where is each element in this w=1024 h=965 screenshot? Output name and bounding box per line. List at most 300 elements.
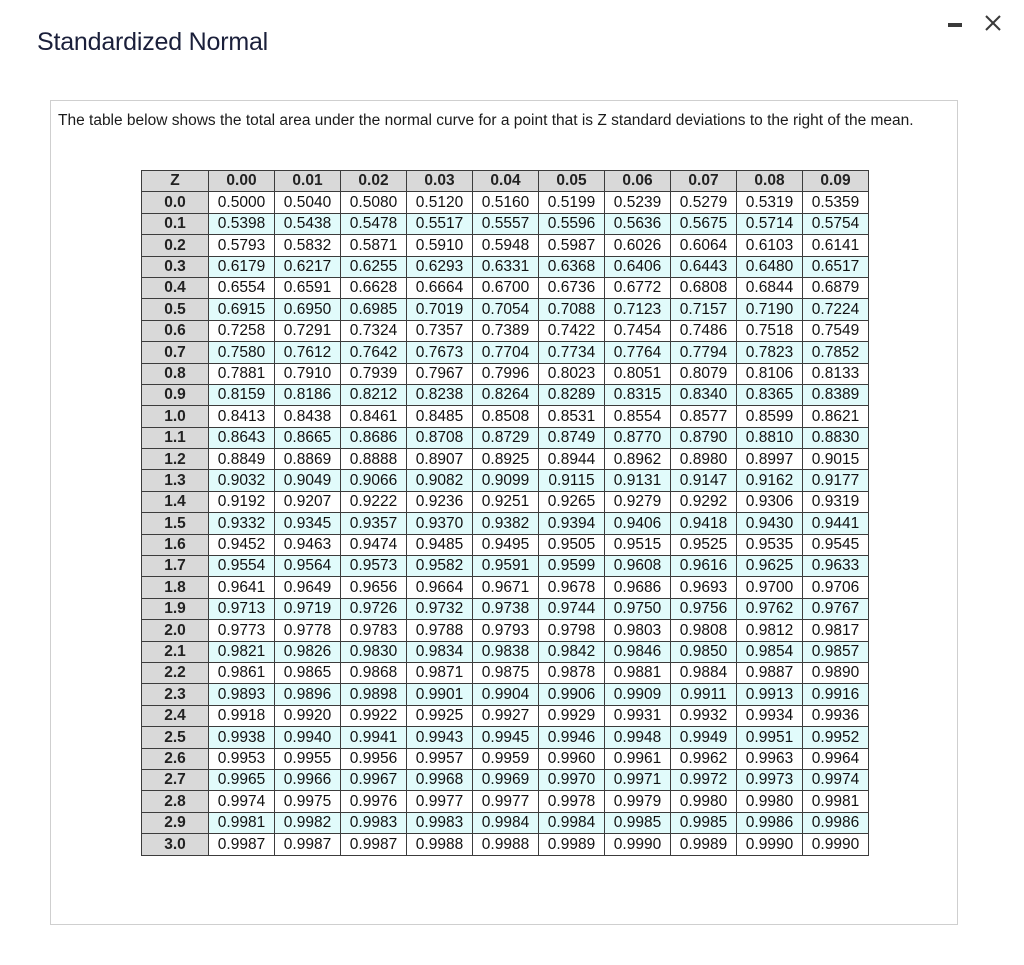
table-cell: 0.8264 [473,384,539,405]
table-cell: 0.9162 [737,470,803,491]
table-cell: 0.9963 [737,748,803,769]
table-cell: 0.9969 [473,769,539,790]
table-cell: 0.5239 [605,192,671,213]
table-cell: 0.9131 [605,470,671,491]
table-cell: 0.7734 [539,342,605,363]
table-cell: 0.9941 [341,727,407,748]
table-cell: 0.9842 [539,641,605,662]
table-cell: 0.9608 [605,556,671,577]
table-cell: 0.7704 [473,342,539,363]
table-cell: 0.9918 [209,705,275,726]
table-cell: 0.6064 [671,235,737,256]
table-cell: 0.9495 [473,534,539,555]
table-cell: 0.7123 [605,299,671,320]
table-cell: 0.5636 [605,213,671,234]
table-cell: 0.8554 [605,406,671,427]
table-cell: 0.8925 [473,449,539,470]
table-cell: 0.8531 [539,406,605,427]
table-cell: 0.9976 [341,791,407,812]
table-cell: 0.8079 [671,363,737,384]
table-cell: 0.5478 [341,213,407,234]
table-cell: 0.7019 [407,299,473,320]
table-cell: 0.8508 [473,406,539,427]
table-row [142,299,869,320]
table-cell: 0.9345 [275,513,341,534]
table-cell: 0.9875 [473,662,539,683]
table-cell: 0.8980 [671,449,737,470]
table-cell: 0.9370 [407,513,473,534]
table-cell: 0.9700 [737,577,803,598]
table-cell: 0.6664 [407,277,473,298]
table-cell: 0.8389 [803,384,869,405]
table-cell: 0.5438 [275,213,341,234]
z-table-header-row [142,171,869,192]
table-cell: 0.9049 [275,470,341,491]
table-cell: 0.9980 [671,791,737,812]
table-cell: 0.9767 [803,598,869,619]
table-cell: 0.9957 [407,748,473,769]
table-cell: 0.9989 [671,834,737,855]
table-cell: 0.9564 [275,556,341,577]
column-header: 0.04 [473,171,539,192]
table-cell: 0.8869 [275,449,341,470]
table-cell: 0.6915 [209,299,275,320]
table-cell: 0.9988 [473,834,539,855]
table-cell: 0.5557 [473,213,539,234]
table-cell: 0.9868 [341,662,407,683]
table-row [142,342,869,363]
row-header-z: 1.1 [142,427,209,448]
row-header-z: 1.2 [142,449,209,470]
table-cell: 0.7642 [341,342,407,363]
table-cell: 0.7389 [473,320,539,341]
table-cell: 0.9641 [209,577,275,598]
column-header: 0.00 [209,171,275,192]
table-cell: 0.7852 [803,342,869,363]
table-cell: 0.9545 [803,534,869,555]
table-cell: 0.9830 [341,641,407,662]
content-panel [50,100,958,925]
table-cell: 0.9884 [671,662,737,683]
table-cell: 0.9525 [671,534,737,555]
table-cell: 0.9949 [671,727,737,748]
table-cell: 0.7357 [407,320,473,341]
table-cell: 0.6443 [671,256,737,277]
table-cell: 0.8665 [275,427,341,448]
table-row [142,470,869,491]
table-cell: 0.8962 [605,449,671,470]
table-cell: 0.9938 [209,727,275,748]
table-cell: 0.6628 [341,277,407,298]
table-cell: 0.9898 [341,684,407,705]
table-cell: 0.9913 [737,684,803,705]
table-cell: 0.8023 [539,363,605,384]
row-header-z: 1.4 [142,491,209,512]
table-cell: 0.5714 [737,213,803,234]
table-cell: 0.8944 [539,449,605,470]
table-cell: 0.9962 [671,748,737,769]
table-cell: 0.5279 [671,192,737,213]
table-row [142,449,869,470]
table-cell: 0.9279 [605,491,671,512]
table-cell: 0.9987 [275,834,341,855]
table-cell: 0.6736 [539,277,605,298]
table-cell: 0.7580 [209,342,275,363]
table-cell: 0.7549 [803,320,869,341]
row-header-z: 1.3 [142,470,209,491]
table-cell: 0.7910 [275,363,341,384]
table-cell: 0.6026 [605,235,671,256]
table-cell: 0.8577 [671,406,737,427]
table-cell: 0.7823 [737,342,803,363]
table-cell: 0.9965 [209,769,275,790]
table-cell: 0.9987 [341,834,407,855]
row-header-z: 2.9 [142,812,209,833]
table-cell: 0.9719 [275,598,341,619]
table-cell: 0.7939 [341,363,407,384]
table-row [142,235,869,256]
table-cell: 0.9990 [803,834,869,855]
table-cell: 0.9974 [209,791,275,812]
table-row [142,491,869,512]
table-cell: 0.9878 [539,662,605,683]
table-cell: 0.9985 [605,812,671,833]
table-cell: 0.8849 [209,449,275,470]
row-header-z: 2.2 [142,662,209,683]
table-cell: 0.9920 [275,705,341,726]
table-cell: 0.9961 [605,748,671,769]
table-cell: 0.9945 [473,727,539,748]
table-row [142,256,869,277]
table-cell: 0.6293 [407,256,473,277]
table-cell: 0.5040 [275,192,341,213]
table-cell: 0.9988 [407,834,473,855]
table-cell: 0.8461 [341,406,407,427]
table-cell: 0.6950 [275,299,341,320]
column-header: 0.09 [803,171,869,192]
table-cell: 0.9251 [473,491,539,512]
table-cell: 0.9986 [737,812,803,833]
table-cell: 0.9981 [803,791,869,812]
table-cell: 0.9854 [737,641,803,662]
table-row [142,384,869,405]
table-cell: 0.9292 [671,491,737,512]
table-cell: 0.6517 [803,256,869,277]
table-cell: 0.9931 [605,705,671,726]
table-cell: 0.9773 [209,620,275,641]
table-row [142,577,869,598]
table-cell: 0.9857 [803,641,869,662]
table-cell: 0.6772 [605,277,671,298]
row-header-z: 1.0 [142,406,209,427]
table-cell: 0.9871 [407,662,473,683]
table-row [142,556,869,577]
table-cell: 0.9979 [605,791,671,812]
row-header-z: 1.5 [142,513,209,534]
table-cell: 0.9732 [407,598,473,619]
table-cell: 0.8599 [737,406,803,427]
table-cell: 0.7291 [275,320,341,341]
table-cell: 0.9418 [671,513,737,534]
column-header: 0.03 [407,171,473,192]
row-header-z: 1.8 [142,577,209,598]
table-cell: 0.9812 [737,620,803,641]
table-cell: 0.9505 [539,534,605,555]
table-cell: 0.9573 [341,556,407,577]
table-cell: 0.9382 [473,513,539,534]
row-header-z: 1.6 [142,534,209,555]
table-cell: 0.9664 [407,577,473,598]
close-button[interactable] [978,8,1008,38]
table-cell: 0.9332 [209,513,275,534]
z-table [141,170,869,856]
table-cell: 0.9762 [737,598,803,619]
table-cell: 0.5832 [275,235,341,256]
column-header: 0.07 [671,171,737,192]
table-cell: 0.7190 [737,299,803,320]
table-cell: 0.9846 [605,641,671,662]
row-header-z: 0.8 [142,363,209,384]
table-cell: 0.9881 [605,662,671,683]
table-cell: 0.9890 [803,662,869,683]
table-cell: 0.8289 [539,384,605,405]
table-cell: 0.9599 [539,556,605,577]
table-row [142,213,869,234]
table-cell: 0.7486 [671,320,737,341]
table-cell: 0.9952 [803,727,869,748]
table-row [142,812,869,833]
table-cell: 0.9207 [275,491,341,512]
column-header: 0.06 [605,171,671,192]
table-cell: 0.9901 [407,684,473,705]
table-cell: 0.9222 [341,491,407,512]
table-row [142,192,869,213]
table-cell: 0.5948 [473,235,539,256]
table-cell: 0.5080 [341,192,407,213]
table-cell: 0.5359 [803,192,869,213]
table-cell: 0.9984 [473,812,539,833]
table-cell: 0.9896 [275,684,341,705]
table-cell: 0.5675 [671,213,737,234]
table-cell: 0.6844 [737,277,803,298]
table-cell: 0.8159 [209,384,275,405]
table-cell: 0.5000 [209,192,275,213]
table-cell: 0.7258 [209,320,275,341]
table-cell: 0.9817 [803,620,869,641]
table-cell: 0.9099 [473,470,539,491]
table-cell: 0.8810 [737,427,803,448]
table-cell: 0.5319 [737,192,803,213]
table-row [142,277,869,298]
table-cell: 0.6808 [671,277,737,298]
table-cell: 0.9582 [407,556,473,577]
table-cell: 0.9990 [737,834,803,855]
table-cell: 0.9726 [341,598,407,619]
row-header-z: 0.6 [142,320,209,341]
table-cell: 0.9115 [539,470,605,491]
z-table-body [142,192,869,855]
table-cell: 0.9706 [803,577,869,598]
table-cell: 0.6331 [473,256,539,277]
row-header-z: 2.5 [142,727,209,748]
table-cell: 0.6141 [803,235,869,256]
row-header-z: 0.0 [142,192,209,213]
table-cell: 0.8621 [803,406,869,427]
table-cell: 0.8708 [407,427,473,448]
table-cell: 0.9956 [341,748,407,769]
table-cell: 0.9066 [341,470,407,491]
table-cell: 0.8997 [737,449,803,470]
table-cell: 0.7324 [341,320,407,341]
row-header-z: 2.4 [142,705,209,726]
table-cell: 0.7518 [737,320,803,341]
table-cell: 0.8485 [407,406,473,427]
table-cell: 0.9971 [605,769,671,790]
minimize-icon [948,23,962,27]
table-cell: 0.6255 [341,256,407,277]
table-cell: 0.8340 [671,384,737,405]
table-cell: 0.9927 [473,705,539,726]
row-header-z: 0.2 [142,235,209,256]
table-cell: 0.8186 [275,384,341,405]
table-row [142,662,869,683]
table-cell: 0.9904 [473,684,539,705]
table-cell: 0.9906 [539,684,605,705]
table-cell: 0.8315 [605,384,671,405]
row-header-z: 0.1 [142,213,209,234]
table-cell: 0.9983 [341,812,407,833]
table-row [142,834,869,855]
table-cell: 0.9940 [275,727,341,748]
table-row [142,684,869,705]
table-cell: 0.8133 [803,363,869,384]
table-cell: 0.9850 [671,641,737,662]
table-row [142,620,869,641]
table-cell: 0.8888 [341,449,407,470]
table-cell: 0.7881 [209,363,275,384]
table-cell: 0.9535 [737,534,803,555]
row-header-z: 0.4 [142,277,209,298]
minimize-button[interactable] [940,8,970,38]
table-cell: 0.6179 [209,256,275,277]
table-cell: 0.8830 [803,427,869,448]
table-cell: 0.6103 [737,235,803,256]
z-column-header: Z [142,171,209,192]
table-cell: 0.5754 [803,213,869,234]
row-header-z: 2.6 [142,748,209,769]
table-cell: 0.9964 [803,748,869,769]
table-cell: 0.9177 [803,470,869,491]
column-header: 0.08 [737,171,803,192]
table-cell: 0.5987 [539,235,605,256]
table-cell: 0.9916 [803,684,869,705]
table-cell: 0.9838 [473,641,539,662]
row-header-z: 0.5 [142,299,209,320]
table-row [142,320,869,341]
row-header-z: 0.9 [142,384,209,405]
table-cell: 0.8770 [605,427,671,448]
table-cell: 0.7422 [539,320,605,341]
table-cell: 0.6591 [275,277,341,298]
table-cell: 0.9693 [671,577,737,598]
table-cell: 0.9788 [407,620,473,641]
row-header-z: 1.7 [142,556,209,577]
table-cell: 0.9986 [803,812,869,833]
table-cell: 0.5199 [539,192,605,213]
table-cell: 0.9959 [473,748,539,769]
table-cell: 0.5596 [539,213,605,234]
table-cell: 0.9649 [275,577,341,598]
table-cell: 0.9803 [605,620,671,641]
table-row [142,769,869,790]
row-header-z: 0.7 [142,342,209,363]
table-cell: 0.9032 [209,470,275,491]
table-cell: 0.7454 [605,320,671,341]
table-cell: 0.9821 [209,641,275,662]
table-cell: 0.9983 [407,812,473,833]
table-cell: 0.9911 [671,684,737,705]
table-cell: 0.8749 [539,427,605,448]
table-cell: 0.6985 [341,299,407,320]
table-cell: 0.9441 [803,513,869,534]
table-cell: 0.9977 [407,791,473,812]
row-header-z: 0.3 [142,256,209,277]
table-cell: 0.5398 [209,213,275,234]
table-cell: 0.9893 [209,684,275,705]
table-cell: 0.9985 [671,812,737,833]
table-cell: 0.5120 [407,192,473,213]
table-row [142,363,869,384]
table-cell: 0.9984 [539,812,605,833]
table-cell: 0.9474 [341,534,407,555]
close-icon [983,13,1003,33]
table-row [142,748,869,769]
table-cell: 0.9951 [737,727,803,748]
table-cell: 0.9236 [407,491,473,512]
table-cell: 0.9783 [341,620,407,641]
table-cell: 0.9826 [275,641,341,662]
table-cell: 0.9925 [407,705,473,726]
table-cell: 0.9452 [209,534,275,555]
table-cell: 0.9082 [407,470,473,491]
table-cell: 0.9981 [209,812,275,833]
table-row [142,791,869,812]
table-row [142,534,869,555]
row-header-z: 2.0 [142,620,209,641]
table-cell: 0.9932 [671,705,737,726]
table-cell: 0.9861 [209,662,275,683]
table-cell: 0.9865 [275,662,341,683]
table-cell: 0.9306 [737,491,803,512]
table-cell: 0.9975 [275,791,341,812]
table-cell: 0.6700 [473,277,539,298]
table-row [142,427,869,448]
column-header: 0.01 [275,171,341,192]
table-cell: 0.9678 [539,577,605,598]
table-cell: 0.7224 [803,299,869,320]
table-cell: 0.8365 [737,384,803,405]
table-cell: 0.8106 [737,363,803,384]
table-cell: 0.9192 [209,491,275,512]
table-cell: 0.9591 [473,556,539,577]
table-cell: 0.9974 [803,769,869,790]
table-cell: 0.9977 [473,791,539,812]
table-cell: 0.8438 [275,406,341,427]
table-row [142,641,869,662]
table-cell: 0.7612 [275,342,341,363]
table-cell: 0.8212 [341,384,407,405]
table-cell: 0.9463 [275,534,341,555]
